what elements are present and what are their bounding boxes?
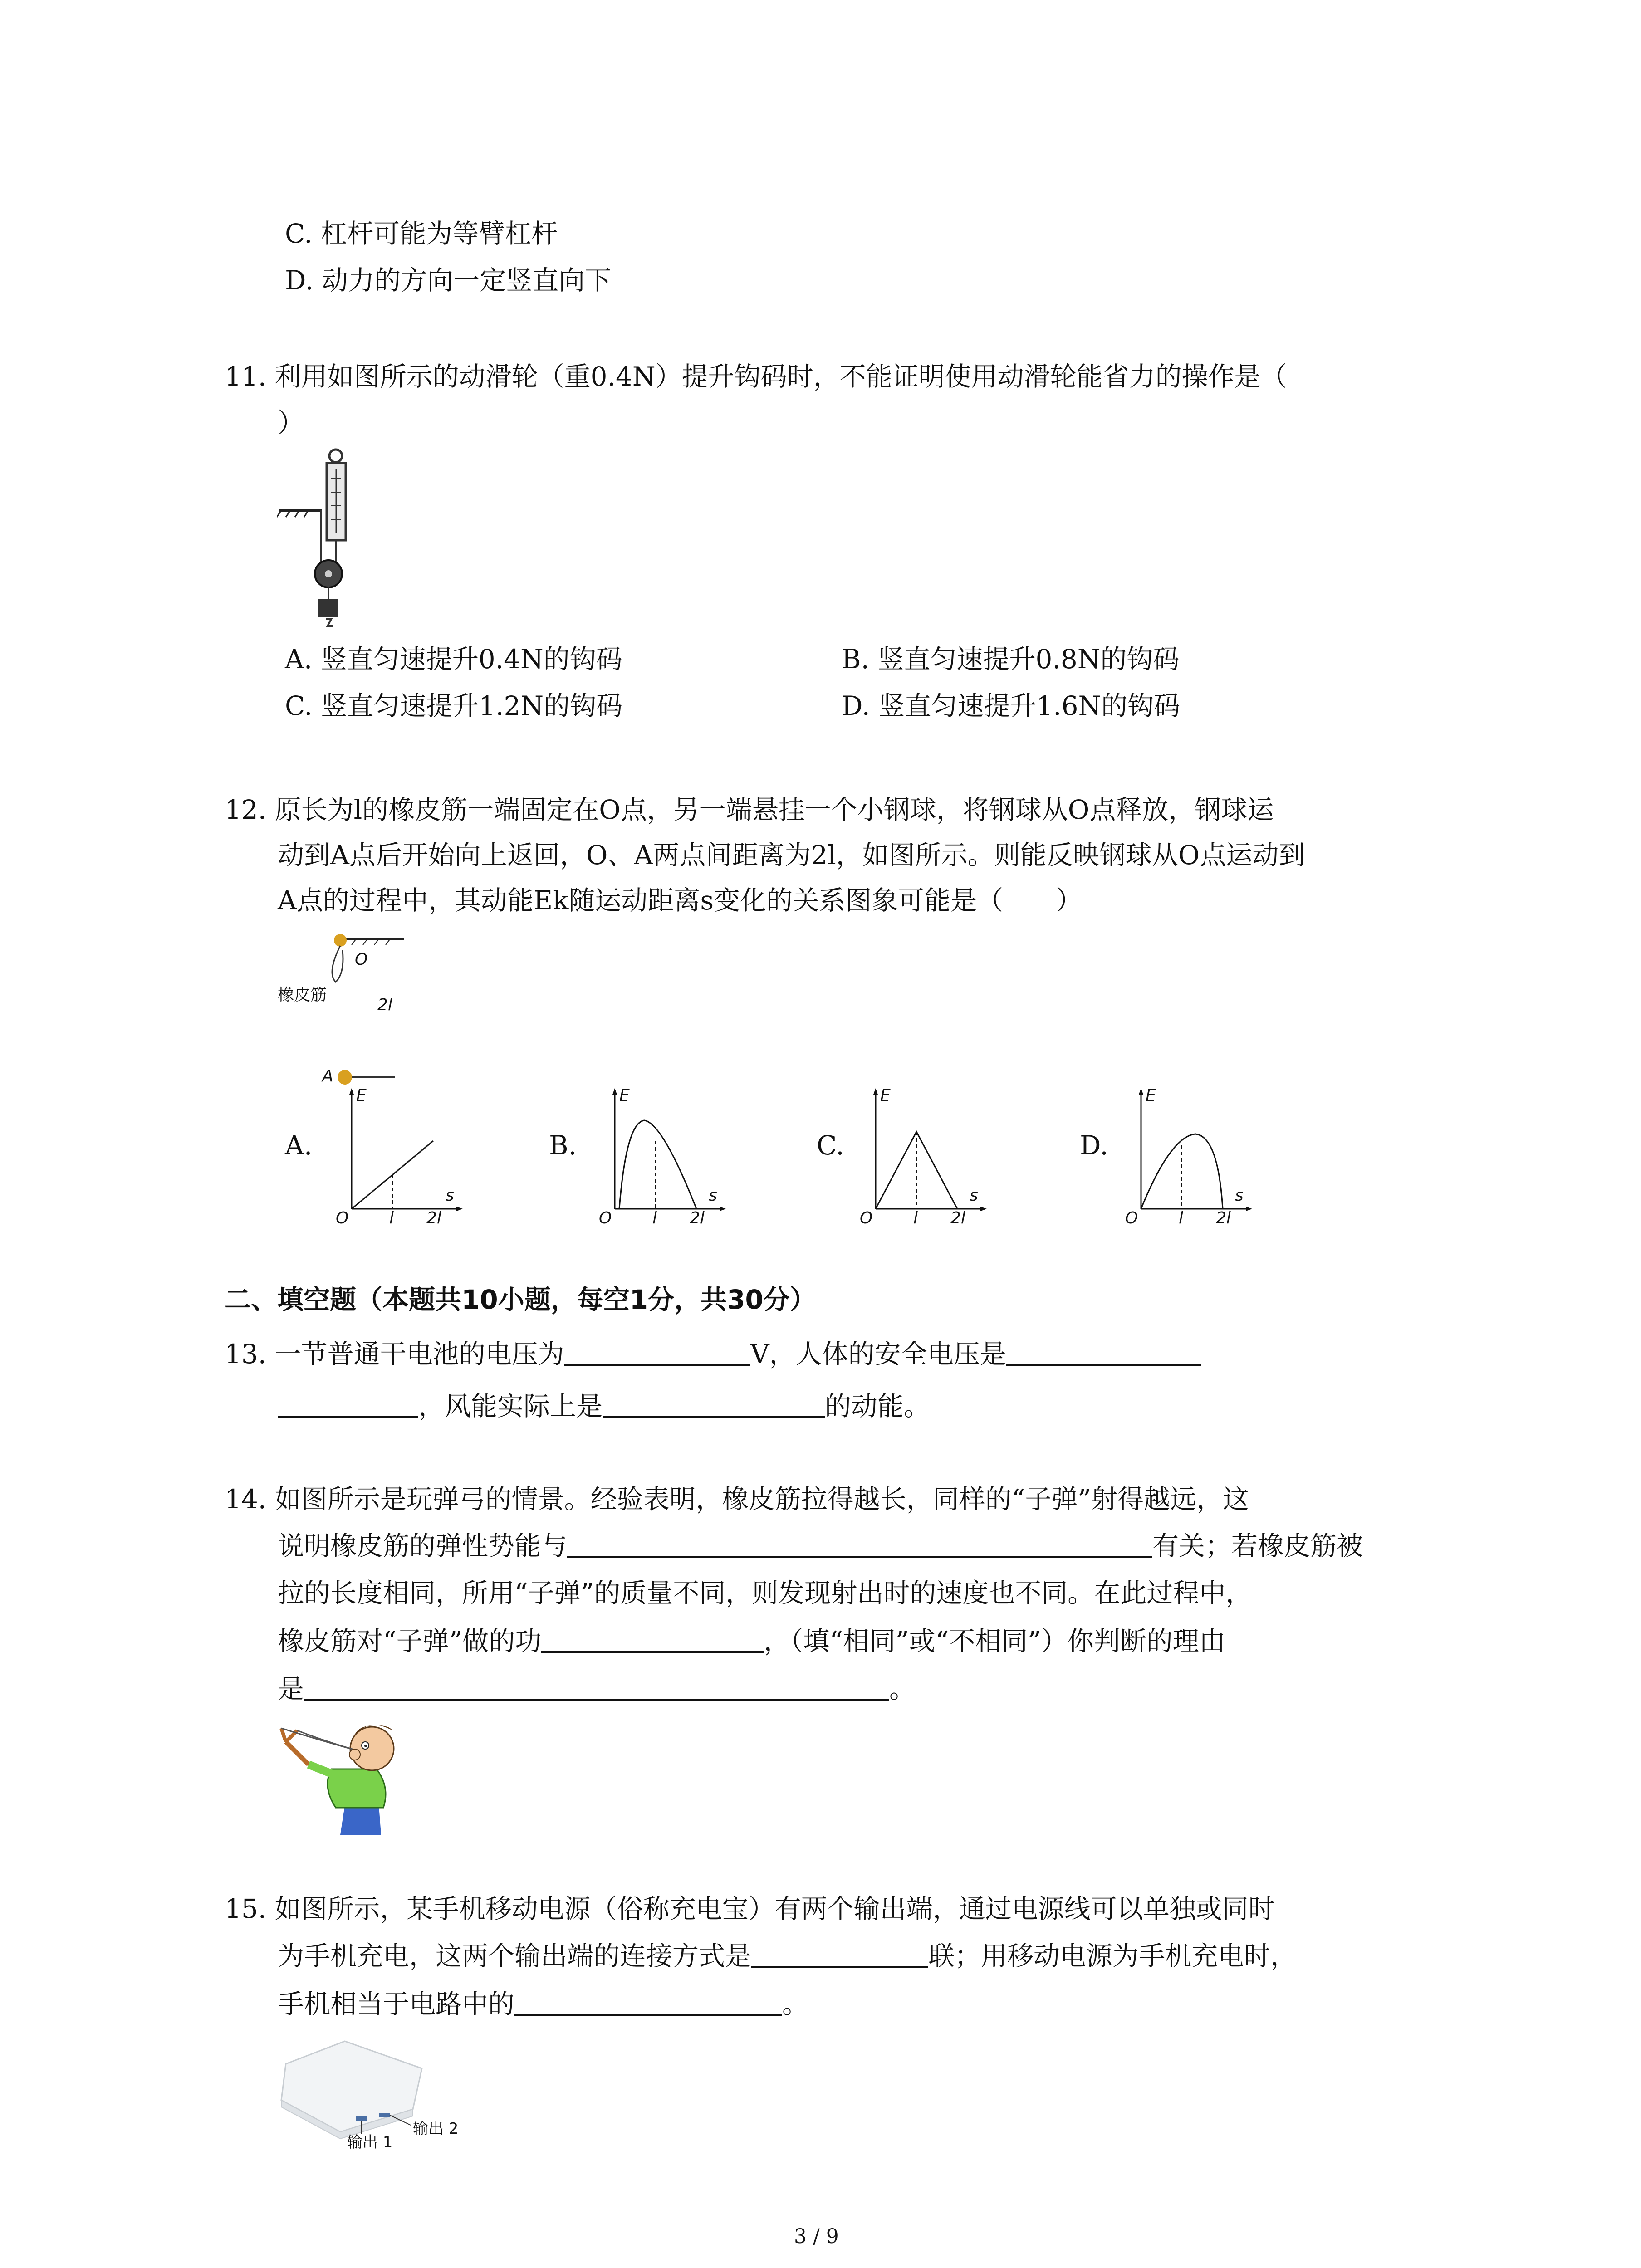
q15-line2 [278, 1938, 1297, 1974]
slingshot-boy-illustration [277, 1715, 413, 1837]
graph-d-tick-2l: 2l [1216, 1209, 1231, 1227]
graph-a-x-label: s [446, 1186, 454, 1205]
q15-text-3b: 。 [782, 1989, 809, 2019]
q15-line3 [278, 1986, 808, 2022]
point-a-label: A [322, 1067, 333, 1085]
q15-text-2a: 为手机充电，这两个输出端的连接方式是 [278, 1941, 752, 1971]
graph-a-tick-l: l [389, 1209, 394, 1227]
q15-blank-1[interactable] [751, 1940, 928, 1968]
q12-graph-option-a: A. [285, 1130, 313, 1161]
q15-line1: 15. 如图所示，某手机移动电源（俗称充电宝）有两个输出端，通过电源线可以单独或同时 [225, 1893, 1275, 1924]
q14-text-4a: 橡皮筋对“子弹”做的功 [278, 1626, 542, 1657]
graph-d-y-label: E [1146, 1086, 1156, 1105]
graph-b-origin: O [599, 1209, 612, 1227]
q13-blank-3[interactable] [603, 1390, 825, 1418]
q10-option-d: D. 动力的方向一定竖直向下 [285, 265, 612, 296]
pulley-figure [277, 447, 367, 637]
q13-text-2: V，人体的安全电压是 [750, 1339, 1006, 1369]
q14-text-5a: 是 [278, 1673, 304, 1704]
q15-blank-2[interactable] [514, 1988, 782, 2016]
q14-blank-3[interactable] [304, 1672, 889, 1701]
q14-line1: 14. 如图所示是玩弹弓的情景。经验表明，橡皮筋拉得越长，同样的“子弹”射得越远，这 [225, 1484, 1249, 1515]
q14-text-2a: 说明橡皮筋的弹性势能与 [278, 1530, 568, 1561]
q11-stem-line1: 11. 利用如图所示的动滑轮（重0.4N）提升钩码时，不能证明使用动滑轮能省力的操作是（ [225, 361, 1287, 392]
output-1-label: 输出 1 [347, 2133, 393, 2151]
graph-a [331, 1086, 463, 1232]
distance-2l-label: 2l [377, 996, 392, 1014]
graph-b-tick-l: l [652, 1209, 657, 1227]
graph-b-tick-2l: 2l [690, 1209, 705, 1227]
graph-a-tick-2l: 2l [426, 1209, 441, 1227]
graph-b [594, 1086, 726, 1232]
graph-c-tick-2l: 2l [950, 1209, 965, 1227]
q14-text-5b: 。 [889, 1673, 916, 1704]
q12-graph-option-d: D. [1080, 1130, 1108, 1161]
point-o-label: O [355, 950, 368, 969]
rubber-band-label: 橡皮筋 [278, 986, 327, 1004]
q13-text-4: 的动能。 [825, 1391, 931, 1422]
graph-b-y-label: E [619, 1086, 630, 1105]
q13-text-1: 13. 一节普通干电池的电压为 [225, 1339, 564, 1369]
q14-line5 [278, 1671, 916, 1707]
section-2-title: 二、填空题（本题共10小题，每空1分，共30分） [225, 1284, 816, 1315]
q14-text-2b: 有关；若橡皮筋被 [1152, 1530, 1363, 1561]
power-bank-figure [277, 2037, 476, 2150]
graph-a-origin: O [336, 1209, 349, 1227]
q13-blank-1[interactable] [564, 1338, 750, 1366]
graph-d-x-label: s [1235, 1186, 1244, 1205]
q13-line2 [278, 1388, 930, 1424]
q12-stem-line1: 12. 原长为l的橡皮筋一端固定在O点，另一端悬挂一个小钢球，将钢球从O点释放，钢球运 [225, 794, 1274, 825]
q15-text-3a: 手机相当于电路中的 [278, 1989, 515, 2019]
q13-line1 [225, 1336, 1201, 1372]
q12-graph-option-b: B. [549, 1130, 577, 1161]
q14-blank-2[interactable] [541, 1625, 764, 1653]
graph-b-x-label: s [709, 1186, 717, 1205]
q14-line3: 拉的长度相同，所用“子弹”的质量不同，则发现射出时的速度也不同。在此过程中， [278, 1578, 1252, 1608]
graph-c-origin: O [860, 1209, 873, 1227]
graph-c-y-label: E [880, 1086, 891, 1105]
q13-blank-2b[interactable] [278, 1390, 418, 1418]
q14-line2 [278, 1528, 1363, 1564]
q11-option-d: D. 竖直匀速提升1.6N的钩码 [842, 690, 1181, 721]
q10-option-c: C. 杠杆可能为等臂杠杆 [285, 218, 558, 249]
q12-graph-option-c: C. [817, 1130, 844, 1161]
q11-stem-line2: ） [278, 407, 304, 438]
q11-option-b: B. 竖直匀速提升0.8N的钩码 [842, 644, 1180, 675]
graph-d [1121, 1086, 1252, 1232]
q13-blank-2a[interactable] [1006, 1338, 1201, 1366]
graph-c [855, 1086, 987, 1232]
graph-a-y-label: E [356, 1086, 367, 1105]
q13-text-3: ，风能实际上是 [418, 1391, 603, 1422]
q12-stem-line3: A点的过程中，其动能Ek随运动距离s变化的关系图象可能是（ ） [278, 885, 1083, 916]
graph-c-tick-l: l [913, 1209, 918, 1227]
q11-option-c: C. 竖直匀速提升1.2N的钩码 [285, 690, 623, 721]
graph-c-x-label: s [970, 1186, 978, 1205]
q14-text-4b: ，（填“相同”或“不相同”）你判断的理由 [764, 1626, 1225, 1657]
q15-text-2b: 联；用移动电源为手机充电时， [928, 1941, 1297, 1971]
graph-d-origin: O [1125, 1209, 1138, 1227]
q14-line4 [278, 1623, 1225, 1659]
q11-option-a: A. 竖直匀速提升0.4N的钩码 [285, 644, 622, 675]
output-2-label: 输出 2 [413, 2120, 459, 2138]
q12-stem-line2: 动到A点后开始向上返回，O、A两点间距离为2l，如图所示。则能反映钢球从O点运动到 [278, 840, 1305, 870]
graph-d-tick-l: l [1179, 1209, 1184, 1227]
page-number: 3 / 9 [794, 2225, 839, 2248]
q14-blank-1[interactable] [567, 1530, 1152, 1558]
